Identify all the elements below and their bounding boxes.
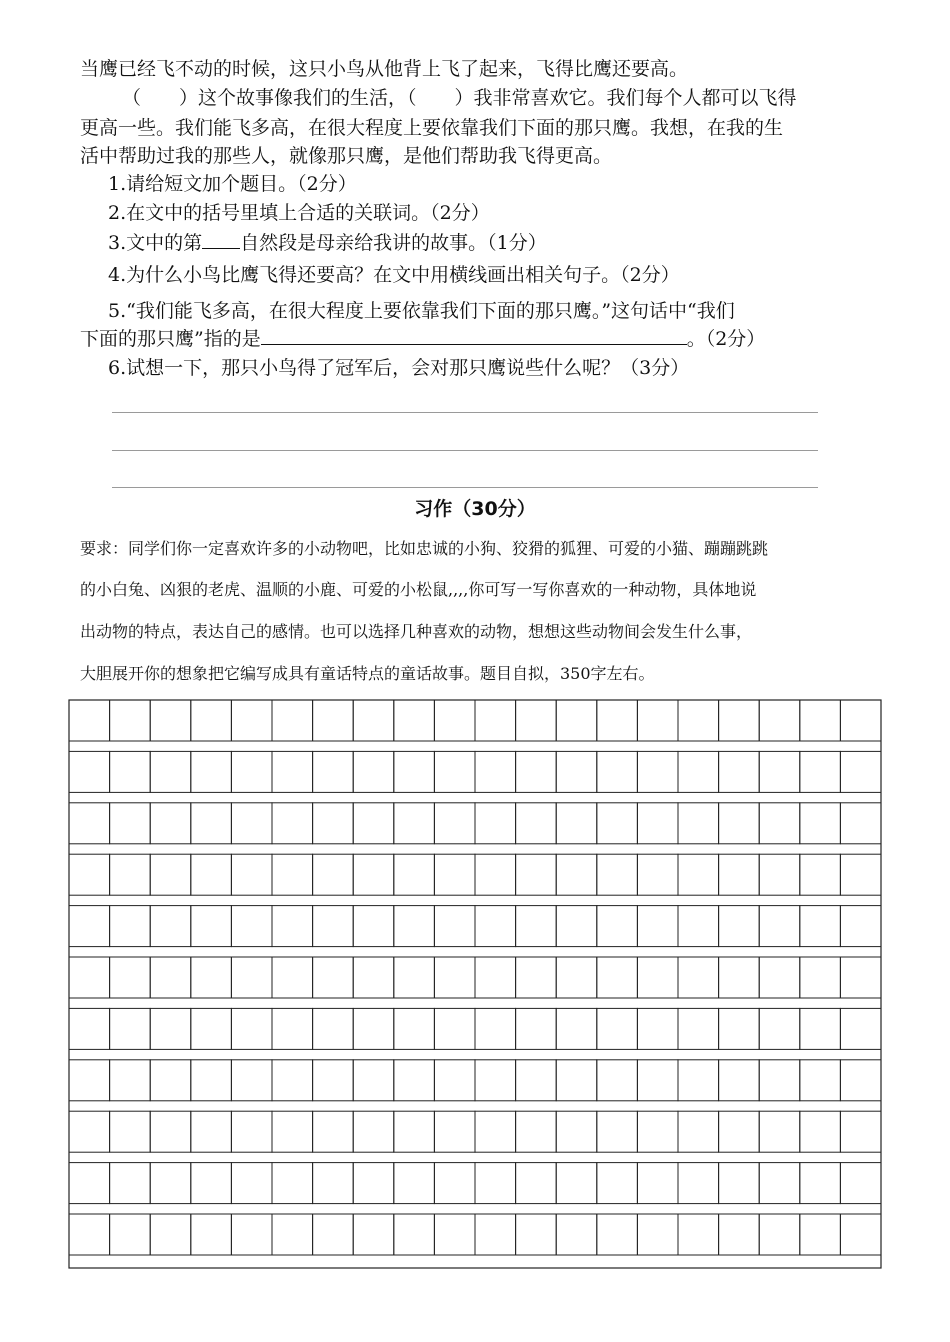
- grid-cell[interactable]: [191, 1060, 232, 1101]
- grid-cell[interactable]: [556, 906, 597, 947]
- grid-cell[interactable]: [231, 803, 272, 844]
- grid-cell[interactable]: [516, 803, 557, 844]
- grid-cell[interactable]: [394, 957, 435, 998]
- grid-cell[interactable]: [434, 906, 475, 947]
- grid-cell[interactable]: [353, 854, 394, 895]
- grid-cell[interactable]: [516, 854, 557, 895]
- grid-cell[interactable]: [69, 700, 110, 741]
- grid-cell[interactable]: [800, 700, 841, 741]
- grid-cell[interactable]: [719, 957, 760, 998]
- grid-cell[interactable]: [475, 1163, 516, 1204]
- grid-cell[interactable]: [231, 854, 272, 895]
- grid-cell[interactable]: [800, 1214, 841, 1255]
- grid-cell[interactable]: [313, 700, 354, 741]
- grid-cell[interactable]: [678, 803, 719, 844]
- grid-cell[interactable]: [272, 1060, 313, 1101]
- grid-cell[interactable]: [759, 906, 800, 947]
- grid-cell[interactable]: [272, 803, 313, 844]
- grid-cell[interactable]: [110, 1060, 151, 1101]
- grid-cell[interactable]: [556, 854, 597, 895]
- grid-cell[interactable]: [516, 1214, 557, 1255]
- question-5-suffix: 。（2分）: [686, 328, 766, 350]
- grid-cell[interactable]: [272, 700, 313, 741]
- grid-cell[interactable]: [69, 1214, 110, 1255]
- grid-cell[interactable]: [678, 751, 719, 792]
- grid-cell[interactable]: [69, 854, 110, 895]
- grid-cell[interactable]: [475, 957, 516, 998]
- grid-cell[interactable]: [313, 957, 354, 998]
- grid-cell[interactable]: [759, 700, 800, 741]
- grid-cell[interactable]: [434, 751, 475, 792]
- grid-cell[interactable]: [231, 957, 272, 998]
- grid-cell[interactable]: [597, 700, 638, 741]
- grid-cell[interactable]: [840, 1008, 881, 1049]
- grid-cell[interactable]: [637, 1060, 678, 1101]
- grid-cell[interactable]: [556, 1163, 597, 1204]
- grid-cell[interactable]: [353, 803, 394, 844]
- grid-cell[interactable]: [759, 751, 800, 792]
- requirement-line-4: 大胆展开你的想象把它编写成具有童话特点的童话故事。题目自拟，350字左右。: [80, 664, 655, 683]
- grid-cell[interactable]: [313, 1214, 354, 1255]
- grid-cell[interactable]: [231, 1163, 272, 1204]
- grid-cell[interactable]: [516, 1163, 557, 1204]
- grid-cell[interactable]: [394, 854, 435, 895]
- grid-cell[interactable]: [394, 803, 435, 844]
- grid-cell[interactable]: [840, 803, 881, 844]
- grid-cell[interactable]: [353, 1214, 394, 1255]
- grid-cell[interactable]: [353, 957, 394, 998]
- grid-cell[interactable]: [556, 700, 597, 741]
- grid-cell[interactable]: [800, 1060, 841, 1101]
- grid-cell[interactable]: [516, 751, 557, 792]
- grid-cell[interactable]: [637, 854, 678, 895]
- grid-cell[interactable]: [840, 1060, 881, 1101]
- grid-cell[interactable]: [231, 1214, 272, 1255]
- grid-cell[interactable]: [840, 854, 881, 895]
- grid-cell[interactable]: [800, 1111, 841, 1152]
- grid-cell[interactable]: [353, 1163, 394, 1204]
- grid-cell[interactable]: [69, 1111, 110, 1152]
- passage-line-4: 活中帮助过我的那些人，就像那只鹰，是他们帮助我飞得更高。: [80, 145, 613, 167]
- passage-line-2: （ ）这个故事像我们的生活，（ ）我非常喜欢它。我们每个人都可以飞得: [122, 87, 797, 109]
- grid-cell[interactable]: [556, 1008, 597, 1049]
- grid-cell[interactable]: [69, 803, 110, 844]
- grid-cell[interactable]: [69, 1163, 110, 1204]
- grid-cell[interactable]: [272, 854, 313, 895]
- grid-cell[interactable]: [191, 854, 232, 895]
- grid-cell[interactable]: [394, 1060, 435, 1101]
- question-3-suffix: 自然段是母亲给我讲的故事。（1分）: [240, 232, 547, 254]
- grid-cell[interactable]: [272, 751, 313, 792]
- grid-cell[interactable]: [434, 1163, 475, 1204]
- grid-cell[interactable]: [353, 1008, 394, 1049]
- grid-cell[interactable]: [597, 906, 638, 947]
- grid-cell[interactable]: [678, 957, 719, 998]
- grid-cell[interactable]: [150, 1008, 191, 1049]
- grid-cell[interactable]: [110, 803, 151, 844]
- grid-cell[interactable]: [191, 1008, 232, 1049]
- grid-cell[interactable]: [719, 803, 760, 844]
- grid-cell[interactable]: [800, 1008, 841, 1049]
- grid-cell[interactable]: [475, 906, 516, 947]
- grid-cell[interactable]: [597, 803, 638, 844]
- grid-cell[interactable]: [759, 1060, 800, 1101]
- grid-cell[interactable]: [719, 1008, 760, 1049]
- grid-cell[interactable]: [637, 803, 678, 844]
- grid-cell[interactable]: [434, 957, 475, 998]
- grid-cell[interactable]: [69, 751, 110, 792]
- grid-cell[interactable]: [272, 1163, 313, 1204]
- grid-cell[interactable]: [719, 1214, 760, 1255]
- grid-cell[interactable]: [678, 906, 719, 947]
- grid-cell[interactable]: [637, 906, 678, 947]
- grid-cell[interactable]: [231, 1060, 272, 1101]
- grid-cell[interactable]: [637, 700, 678, 741]
- grid-cell[interactable]: [597, 1111, 638, 1152]
- grid-cell[interactable]: [353, 906, 394, 947]
- grid-cell[interactable]: [191, 803, 232, 844]
- grid-cell[interactable]: [597, 1214, 638, 1255]
- grid-cell[interactable]: [313, 803, 354, 844]
- grid-cell[interactable]: [231, 906, 272, 947]
- grid-cell[interactable]: [150, 957, 191, 998]
- grid-cell[interactable]: [191, 751, 232, 792]
- grid-cell[interactable]: [434, 854, 475, 895]
- grid-cell[interactable]: [719, 906, 760, 947]
- grid-cell[interactable]: [191, 957, 232, 998]
- grid-cell[interactable]: [313, 1163, 354, 1204]
- grid-cell[interactable]: [597, 957, 638, 998]
- grid-cell[interactable]: [434, 1214, 475, 1255]
- grid-cell[interactable]: [840, 1163, 881, 1204]
- grid-cell[interactable]: [840, 1111, 881, 1152]
- grid-cell[interactable]: [110, 906, 151, 947]
- grid-cell[interactable]: [840, 700, 881, 741]
- grid-cell[interactable]: [110, 751, 151, 792]
- grid-cell[interactable]: [434, 1060, 475, 1101]
- grid-cell[interactable]: [719, 854, 760, 895]
- grid-cell[interactable]: [394, 1008, 435, 1049]
- grid-cell[interactable]: [394, 1163, 435, 1204]
- grid-cell[interactable]: [191, 1214, 232, 1255]
- grid-cell[interactable]: [637, 1111, 678, 1152]
- composition-heading: 习作（30分）: [414, 498, 536, 520]
- grid-cell[interactable]: [597, 1163, 638, 1204]
- grid-cell[interactable]: [556, 1111, 597, 1152]
- grid-cell[interactable]: [475, 1060, 516, 1101]
- grid-cell[interactable]: [313, 854, 354, 895]
- grid-cell[interactable]: [719, 1060, 760, 1101]
- grid-cell[interactable]: [313, 751, 354, 792]
- grid-cell[interactable]: [475, 751, 516, 792]
- grid-cell[interactable]: [637, 1008, 678, 1049]
- grid-cell[interactable]: [231, 700, 272, 741]
- requirement-line-1: 要求：同学们你一定喜欢许多的小动物吧，比如忠诚的小狗、狡猾的狐狸、可爱的小猫、蹦蹦跳跳: [80, 539, 769, 558]
- grid-cell[interactable]: [150, 700, 191, 741]
- grid-cell[interactable]: [150, 1163, 191, 1204]
- grid-cell[interactable]: [637, 1163, 678, 1204]
- grid-cell[interactable]: [556, 1060, 597, 1101]
- grid-cell[interactable]: [110, 957, 151, 998]
- grid-cell[interactable]: [475, 1008, 516, 1049]
- grid-cell[interactable]: [110, 700, 151, 741]
- grid-cell[interactable]: [231, 1008, 272, 1049]
- grid-cell[interactable]: [150, 751, 191, 792]
- question-5-line-1: 5.“我们能飞多高，在很大程度上要依靠我们下面的那只鹰。”这句话中“我们: [108, 300, 735, 322]
- requirement-line-3: 出动物的特点，表达自己的感情。也可以选择几种喜欢的动物，想想这些动物间会发生什么事，: [80, 622, 753, 641]
- grid-cell[interactable]: [313, 906, 354, 947]
- grid-cell[interactable]: [110, 1163, 151, 1204]
- grid-cell[interactable]: [272, 906, 313, 947]
- grid-cell[interactable]: [800, 1163, 841, 1204]
- grid-cell[interactable]: [313, 1008, 354, 1049]
- grid-cell[interactable]: [191, 1163, 232, 1204]
- grid-cell[interactable]: [272, 1111, 313, 1152]
- grid-cell[interactable]: [353, 1111, 394, 1152]
- grid-cell[interactable]: [556, 751, 597, 792]
- passage-line-1: 当鹰已经飞不动的时候，这只小鸟从他背上飞了起来，飞得比鹰还要高。: [80, 58, 689, 80]
- grid-cell[interactable]: [191, 1111, 232, 1152]
- grid-cell[interactable]: [840, 906, 881, 947]
- grid-cell[interactable]: [150, 906, 191, 947]
- grid-cell[interactable]: [353, 1060, 394, 1101]
- grid-cell[interactable]: [637, 957, 678, 998]
- question-4: 4.为什么小鸟比鹰飞得还要高？在文中用横线画出相关句子。（2分）: [108, 264, 680, 286]
- grid-cell[interactable]: [69, 957, 110, 998]
- question-1: 1.请给短文加个题目。（2分）: [108, 173, 357, 195]
- grid-cell[interactable]: [110, 1008, 151, 1049]
- grid-cell[interactable]: [800, 751, 841, 792]
- requirement-line-2: 的小白兔、凶狠的老虎、温顺的小鹿、可爱的小松鼠,,,,你可写一写你喜欢的一种动物，具体地说: [80, 580, 757, 599]
- grid-cell[interactable]: [556, 803, 597, 844]
- grid-cell[interactable]: [800, 803, 841, 844]
- grid-cell[interactable]: [719, 751, 760, 792]
- grid-cell[interactable]: [678, 700, 719, 741]
- grid-cell[interactable]: [110, 1214, 151, 1255]
- grid-cell[interactable]: [637, 751, 678, 792]
- passage-line-3: 更高一些。我们能飞多高，在很大程度上要依靠我们下面的那只鹰。我想，在我的生: [80, 117, 784, 139]
- grid-cell[interactable]: [759, 803, 800, 844]
- grid-cell[interactable]: [150, 854, 191, 895]
- grid-cell[interactable]: [69, 906, 110, 947]
- question-2: 2.在文中的括号里填上合适的关联词。（2分）: [108, 202, 490, 224]
- grid-cell[interactable]: [759, 957, 800, 998]
- grid-cell[interactable]: [759, 1214, 800, 1255]
- grid-cell[interactable]: [434, 1111, 475, 1152]
- grid-cell[interactable]: [597, 1008, 638, 1049]
- grid-cell[interactable]: [313, 1111, 354, 1152]
- grid-cell[interactable]: [800, 957, 841, 998]
- grid-cell[interactable]: [516, 957, 557, 998]
- grid-cell[interactable]: [434, 803, 475, 844]
- grid-cell[interactable]: [150, 803, 191, 844]
- grid-cell[interactable]: [475, 700, 516, 741]
- grid-cell[interactable]: [313, 1060, 354, 1101]
- grid-cell[interactable]: [110, 1111, 151, 1152]
- grid-cell[interactable]: [759, 1111, 800, 1152]
- grid-cell[interactable]: [556, 1214, 597, 1255]
- grid-cell[interactable]: [69, 1008, 110, 1049]
- grid-cell[interactable]: [597, 854, 638, 895]
- grid-cell[interactable]: [394, 1111, 435, 1152]
- grid-cell[interactable]: [719, 1163, 760, 1204]
- grid-cell[interactable]: [840, 957, 881, 998]
- grid-cell[interactable]: [678, 1008, 719, 1049]
- grid-cell[interactable]: [516, 1008, 557, 1049]
- grid-cell[interactable]: [516, 1060, 557, 1101]
- grid-cell[interactable]: [150, 1214, 191, 1255]
- grid-cell[interactable]: [434, 1008, 475, 1049]
- grid-cell[interactable]: [800, 854, 841, 895]
- grid-cell[interactable]: [516, 700, 557, 741]
- grid-cell[interactable]: [678, 1111, 719, 1152]
- grid-cell[interactable]: [678, 1060, 719, 1101]
- grid-cell[interactable]: [191, 906, 232, 947]
- grid-cell[interactable]: [353, 700, 394, 741]
- grid-cell[interactable]: [69, 1060, 110, 1101]
- grid-cell[interactable]: [272, 1214, 313, 1255]
- grid-cell[interactable]: [394, 751, 435, 792]
- grid-cell[interactable]: [678, 854, 719, 895]
- grid-cell[interactable]: [637, 1214, 678, 1255]
- grid-cell[interactable]: [516, 906, 557, 947]
- grid-cell[interactable]: [800, 906, 841, 947]
- grid-cell[interactable]: [150, 1060, 191, 1101]
- grid-cell[interactable]: [759, 1008, 800, 1049]
- question-3-prefix: 3.文中的第: [108, 232, 203, 254]
- grid-cell[interactable]: [191, 700, 232, 741]
- grid-cell[interactable]: [475, 1214, 516, 1255]
- grid-cell[interactable]: [394, 906, 435, 947]
- question-6: 6.试想一下，那只小鸟得了冠军后，会对那只鹰说些什么呢？（3分）: [108, 357, 690, 379]
- grid-cell[interactable]: [394, 1214, 435, 1255]
- grid-cell[interactable]: [597, 751, 638, 792]
- grid-cell[interactable]: [434, 700, 475, 741]
- grid-cell[interactable]: [719, 700, 760, 741]
- grid-cell[interactable]: [840, 751, 881, 792]
- grid-cell[interactable]: [678, 1163, 719, 1204]
- grid-cell[interactable]: [597, 1060, 638, 1101]
- grid-cell[interactable]: [759, 854, 800, 895]
- grid-cell[interactable]: [475, 854, 516, 895]
- grid-cell[interactable]: [516, 1111, 557, 1152]
- grid-cell[interactable]: [840, 1214, 881, 1255]
- grid-cell[interactable]: [272, 957, 313, 998]
- grid-cell[interactable]: [678, 1214, 719, 1255]
- grid-cell[interactable]: [759, 1163, 800, 1204]
- question-5-prefix: 下面的那只鹰”指的是: [80, 328, 261, 350]
- grid-cell[interactable]: [394, 700, 435, 741]
- grid-cell[interactable]: [272, 1008, 313, 1049]
- grid-cell[interactable]: [110, 854, 151, 895]
- grid-cell[interactable]: [556, 957, 597, 998]
- grid-cell[interactable]: [475, 1111, 516, 1152]
- grid-cell[interactable]: [231, 751, 272, 792]
- grid-cell[interactable]: [719, 1111, 760, 1152]
- grid-cell[interactable]: [231, 1111, 272, 1152]
- grid-cell[interactable]: [353, 751, 394, 792]
- grid-cell[interactable]: [150, 1111, 191, 1152]
- grid-cell[interactable]: [475, 803, 516, 844]
